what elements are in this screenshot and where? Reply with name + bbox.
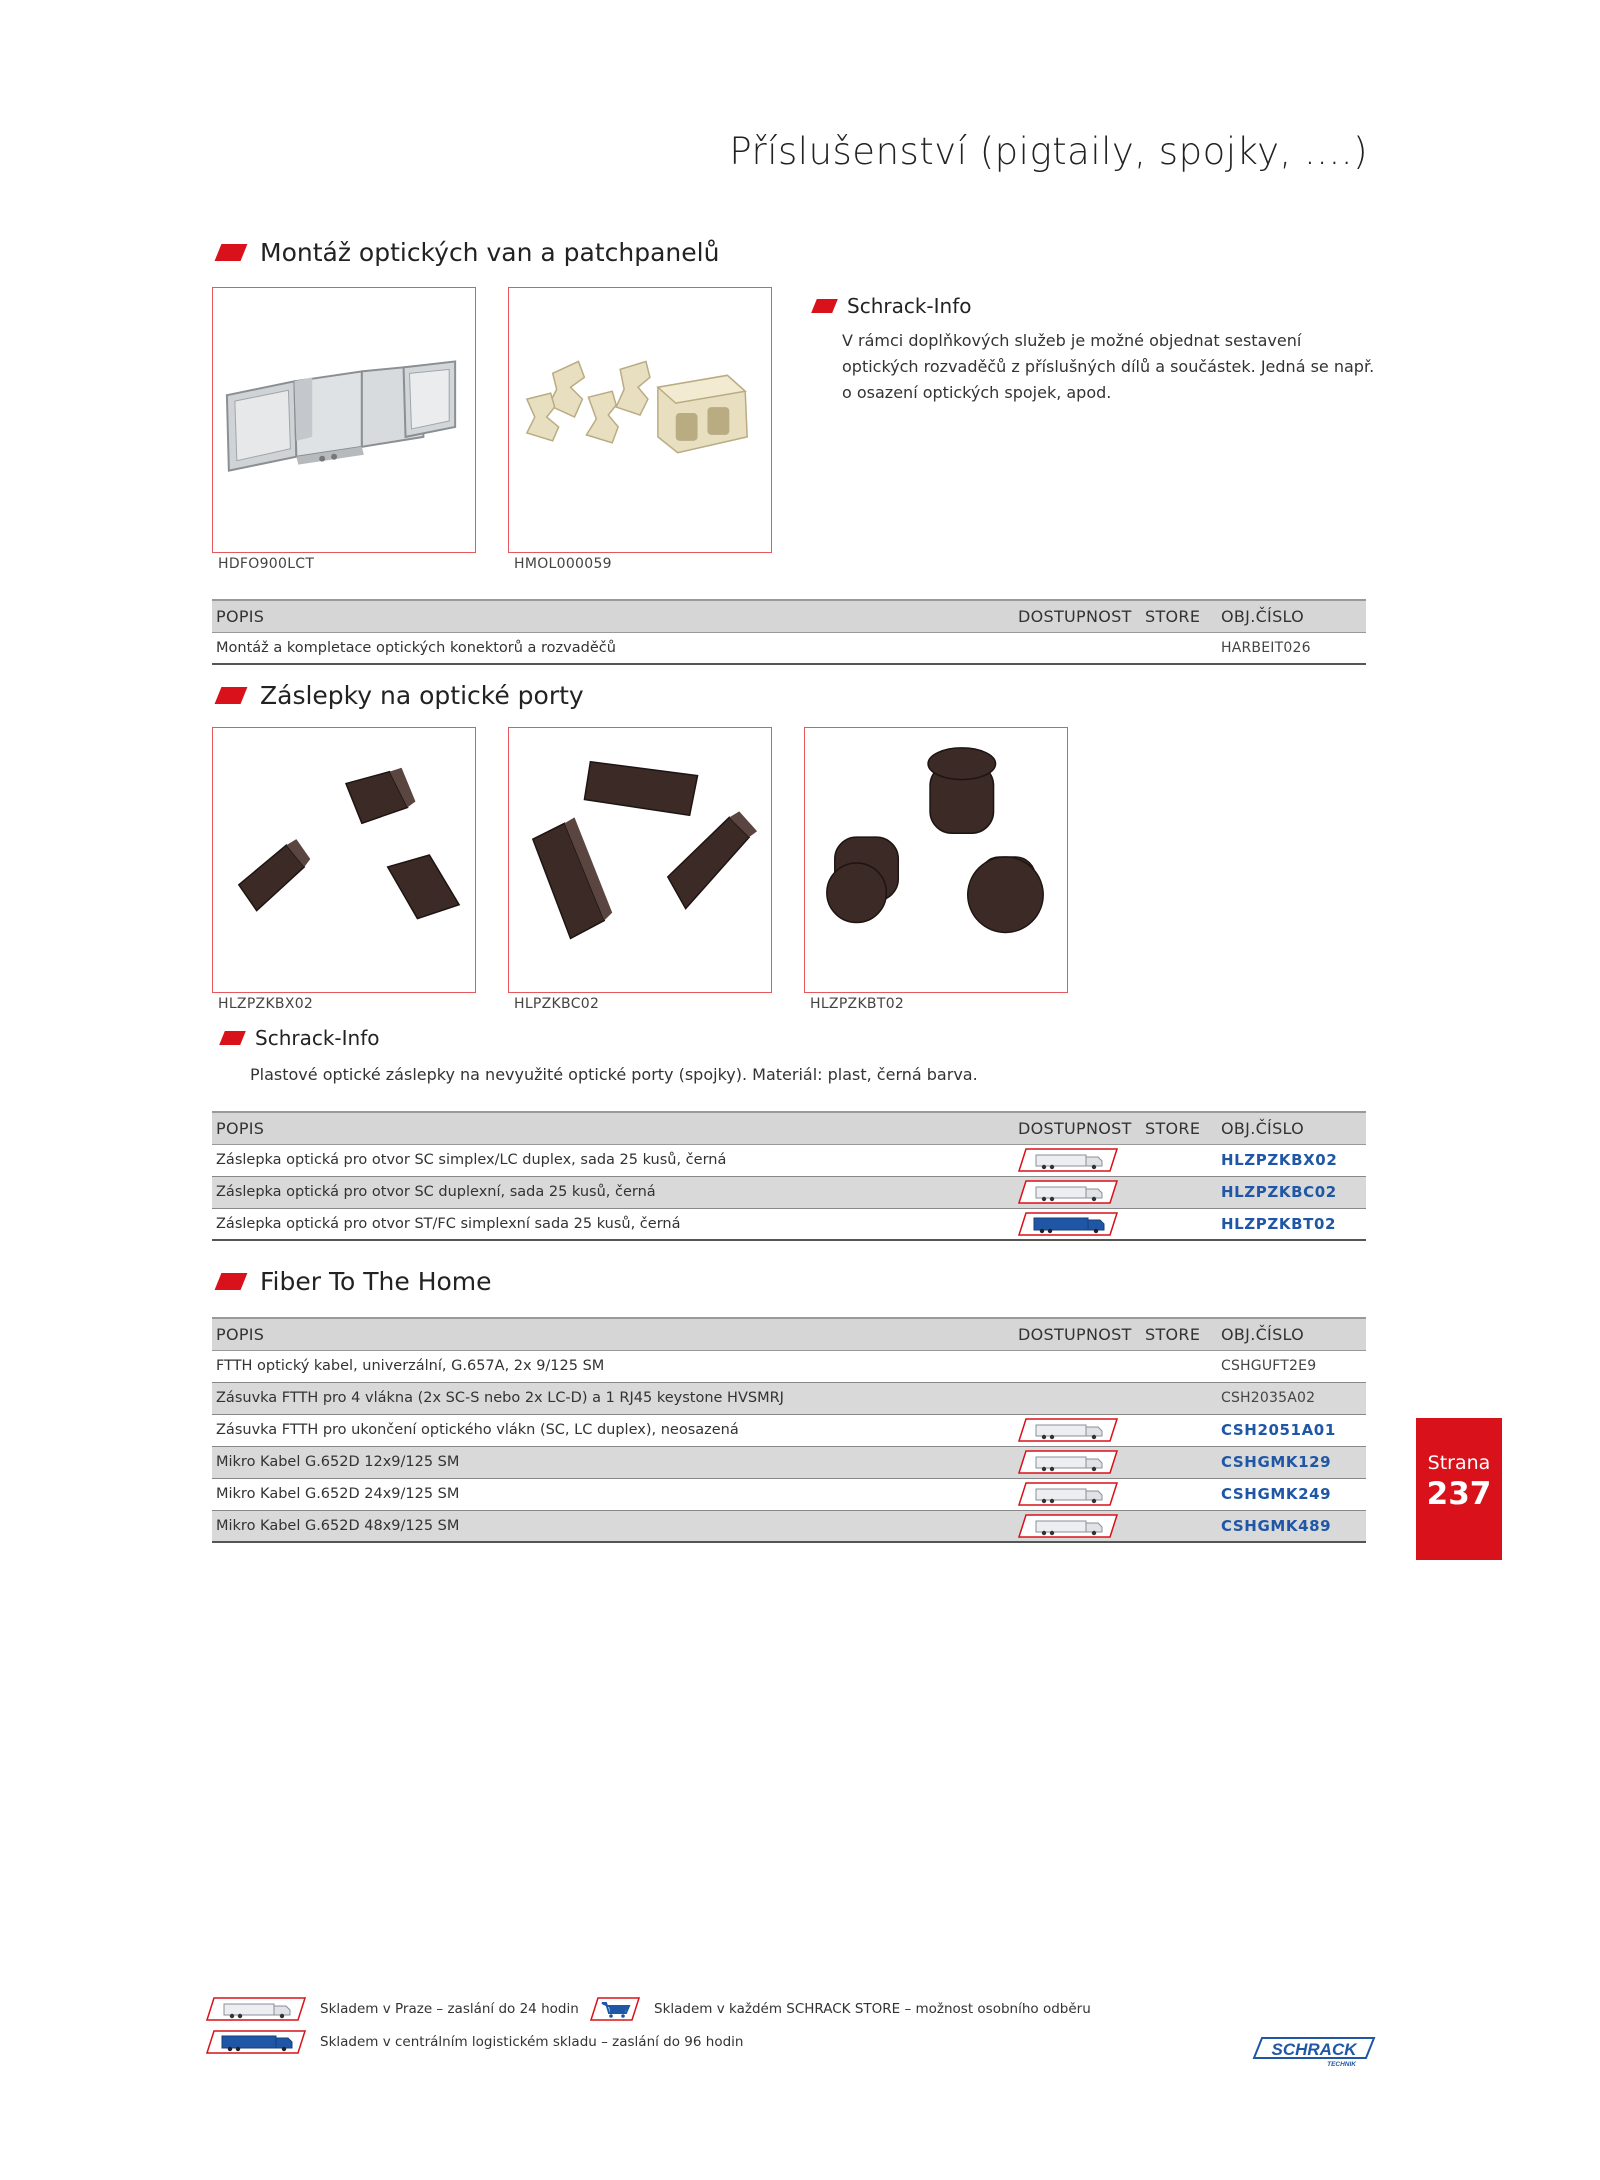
image-caption: HMOL000059: [514, 556, 612, 572]
product-code: HARBEIT026: [1221, 639, 1311, 656]
schrack-logo-image: [1252, 2034, 1376, 2068]
cell-popis: Zásuvka FTTH pro 4 vlákna (2x SC-S nebo 2x LC-D) a 1 RJ45 keystone HVSMRJ: [212, 1382, 1014, 1414]
table-row: [212, 1414, 1366, 1446]
legend-text: Skladem v Praze – zaslání do 24 hodin: [320, 2001, 579, 2017]
info-title: Schrack-Info: [255, 1026, 380, 1050]
cell-obj: [1217, 1144, 1366, 1176]
legend-praha: [206, 1997, 579, 2021]
cell-obj: [1217, 1176, 1366, 1208]
red-marker-icon: [219, 1031, 246, 1045]
cell-store: [1141, 1208, 1217, 1240]
cell-obj: [1217, 1510, 1366, 1542]
table-row: [212, 1382, 1366, 1414]
cell-store: [1141, 1478, 1217, 1510]
sc-adapter-image: [509, 288, 771, 552]
truck-prague-icon: [1018, 1180, 1118, 1204]
truck-prague-icon: [206, 1997, 306, 2021]
table-row: [212, 1350, 1366, 1382]
legend-store: [590, 1997, 1091, 2021]
product-code-link[interactable]: HLZPZKBT02: [1221, 1214, 1337, 1233]
table-row: [212, 1208, 1366, 1240]
table-row: [212, 1144, 1366, 1176]
table-row: [212, 1176, 1366, 1208]
cell-dostupnost: [1014, 1510, 1141, 1542]
header-dostupnost: DOSTUPNOST: [1014, 1112, 1141, 1144]
legend-text: Skladem v každém SCHRACK STORE – možnost osobního odběru: [654, 2001, 1091, 2017]
truck-prague-icon: [1018, 1514, 1118, 1538]
table-montaz: [212, 599, 1366, 665]
cell-obj: [1217, 1446, 1366, 1478]
cell-store: [1141, 632, 1217, 664]
cell-obj: [1217, 1478, 1366, 1510]
cell-dostupnost: [1014, 1382, 1141, 1414]
cell-dostupnost: [1014, 1446, 1141, 1478]
cell-popis: Záslepka optická pro otvor SC simplex/LC duplex, sada 25 kusů, černá: [212, 1144, 1014, 1176]
table-row: [212, 1478, 1366, 1510]
product-code-link[interactable]: CSHGMK489: [1221, 1516, 1332, 1535]
section-heading-ftth: [212, 1267, 492, 1296]
cell-popis: Zásuvka FTTH pro ukončení optického vlákn (SC, LC duplex), neosazená: [212, 1414, 1014, 1446]
truck-prague-icon: [1018, 1148, 1118, 1172]
truck-prague-icon: [1018, 1450, 1118, 1474]
info-text: V rámci doplňkových služeb je možné objednat sestavení optických rozvaděčů z příslušných dílů a součástek. Jedná se např. o osazení optických spojek, apod.: [842, 331, 1375, 402]
section-heading-zaslepky: [212, 681, 584, 710]
cell-popis: Mikro Kabel G.652D 48x9/125 SM: [212, 1510, 1014, 1542]
table-row: [212, 632, 1366, 664]
header-popis: POPIS: [212, 1318, 1014, 1350]
image-caption: HLPZKBC02: [514, 996, 600, 1012]
section-title: Montáž optických van a patchpanelů: [260, 238, 720, 267]
info-title: Schrack-Info: [847, 294, 972, 318]
truck-central-icon: [1018, 1212, 1118, 1236]
info-text: Plastové optické záslepky na nevyužité optické porty (spojky). Materiál: plast, černá barva.: [250, 1065, 978, 1084]
product-image-hlpzkbc02: [508, 727, 772, 993]
red-marker-icon: [215, 687, 248, 704]
cell-store: [1141, 1414, 1217, 1446]
image-caption: HLZPZKBT02: [810, 996, 905, 1012]
cell-dostupnost: [1014, 1208, 1141, 1240]
page-label: Strana: [1427, 1452, 1491, 1474]
cell-popis: FTTH optický kabel, univerzální, G.657A, 2x 9/125 SM: [212, 1350, 1014, 1382]
product-code: CSH2035A02: [1221, 1390, 1316, 1406]
section-title: Fiber To The Home: [260, 1267, 492, 1296]
product-code-link[interactable]: HLZPZKBX02: [1221, 1151, 1338, 1169]
cell-popis: Mikro Kabel G.652D 24x9/125 SM: [212, 1478, 1014, 1510]
page-title: Příslušenství (pigtaily, spojky, ....): [729, 130, 1368, 173]
truck-central-icon: [206, 2030, 306, 2054]
schrack-info-heading: [216, 1026, 380, 1050]
product-code-link[interactable]: CSH2051A01: [1221, 1421, 1336, 1439]
cell-store: [1141, 1350, 1217, 1382]
cell-popis: Záslepka optická pro otvor ST/FC simplexní sada 25 kusů, černá: [212, 1208, 1014, 1240]
cell-store: [1141, 1446, 1217, 1478]
section-title: Záslepky na optické porty: [260, 681, 584, 710]
table-zaslepky: [212, 1111, 1366, 1241]
legend-central: [206, 2030, 743, 2054]
table-row: [212, 1510, 1366, 1542]
header-dostupnost: DOSTUPNOST: [1014, 1318, 1141, 1350]
shopping-cart-icon: [590, 1997, 640, 2021]
header-store: STORE: [1141, 1112, 1217, 1144]
cell-obj: [1217, 1382, 1366, 1414]
header-popis: POPIS: [212, 600, 1014, 632]
image-caption: HLZPZKBX02: [218, 996, 314, 1012]
cell-obj: [1217, 1414, 1366, 1446]
header-store: STORE: [1141, 600, 1217, 632]
header-obj: OBJ.ČÍSLO: [1217, 1318, 1366, 1350]
header-obj: OBJ.ČÍSLO: [1217, 1112, 1366, 1144]
fiber-enclosure-image: [213, 288, 475, 552]
product-code-link[interactable]: CSHGMK129: [1221, 1453, 1332, 1471]
cell-store: [1141, 1176, 1217, 1208]
truck-prague-icon: [1018, 1418, 1118, 1442]
dust-cap-image: [805, 728, 1067, 992]
cell-obj: [1217, 1350, 1366, 1382]
svg-text:SCHRACK: SCHRACK: [1271, 2040, 1357, 2059]
legend-text: Skladem v centrálním logistickém skladu – zaslání do 96 hodin: [320, 2034, 744, 2050]
product-image-hdfo900lct: [212, 287, 476, 553]
product-code: CSHGUFT2E9: [1221, 1358, 1317, 1374]
dust-cap-image: [509, 728, 771, 992]
schrack-logo: [1252, 2034, 1376, 2072]
dust-cap-image: [213, 728, 475, 992]
header-obj: OBJ.ČÍSLO: [1217, 600, 1366, 632]
cell-store: [1141, 1144, 1217, 1176]
cell-dostupnost: [1014, 632, 1141, 664]
cell-store: [1141, 1510, 1217, 1542]
product-code-link[interactable]: HLZPZKBC02: [1221, 1183, 1337, 1201]
cell-store: [1141, 1382, 1217, 1414]
red-marker-icon: [215, 1273, 248, 1290]
image-caption: HDFO900LCT: [218, 556, 315, 572]
cell-popis: Montáž a kompletace optických konektorů a rozvaděčů: [212, 632, 1014, 664]
cell-dostupnost: [1014, 1414, 1141, 1446]
table-ftth: [212, 1317, 1366, 1543]
cell-obj: [1217, 632, 1366, 664]
cell-dostupnost: [1014, 1176, 1141, 1208]
svg-text:TECHNIK: TECHNIK: [1327, 2061, 1356, 2068]
product-image-hlzpzkbt02: [804, 727, 1068, 993]
red-marker-icon: [215, 244, 248, 261]
header-store: STORE: [1141, 1318, 1217, 1350]
truck-prague-icon: [1018, 1482, 1118, 1506]
cell-dostupnost: [1014, 1478, 1141, 1510]
schrack-info-heading: [808, 294, 972, 318]
page-number: 237: [1426, 1476, 1492, 1512]
header-dostupnost: DOSTUPNOST: [1014, 600, 1141, 632]
red-marker-icon: [811, 299, 838, 313]
product-code-link[interactable]: CSHGMK249: [1221, 1485, 1332, 1503]
section-heading-montaz: [212, 238, 719, 267]
cell-popis: Záslepka optická pro otvor SC duplexní, sada 25 kusů, černá: [212, 1176, 1014, 1208]
table-row: [212, 1446, 1366, 1478]
cell-obj: [1217, 1208, 1366, 1240]
cell-dostupnost: [1014, 1144, 1141, 1176]
cell-popis: Mikro Kabel G.652D 12x9/125 SM: [212, 1446, 1014, 1478]
product-image-hmol000059: [508, 287, 772, 553]
cell-dostupnost: [1014, 1350, 1141, 1382]
header-popis: POPIS: [212, 1112, 1014, 1144]
product-image-hlzpzkbx02: [212, 727, 476, 993]
page-number-tab: [1416, 1418, 1502, 1560]
